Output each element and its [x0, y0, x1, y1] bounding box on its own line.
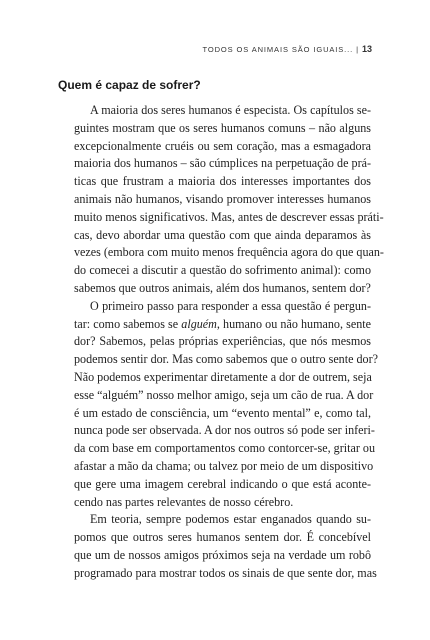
text-line: nunca pode ser observada. A dor nos outros só pode ser inferi- [74, 423, 375, 438]
text-fragment: , humano ou não humano, sente [216, 316, 371, 331]
text-line: que um de nossos amigos próximos seja na verdade um robô [74, 547, 371, 562]
paragraph-3 [58, 511, 377, 582]
text-fragment: tar: como sabemos se [74, 316, 182, 331]
text-line: que gere uma imagem cerebral indicando o que está aconte- [74, 476, 371, 491]
text-line: sabemos que outros animais, além dos humanos, sentem dor? [74, 280, 371, 295]
text-line: programado para mostrar todos os sinais de que sente dor, mas [74, 565, 377, 580]
text-line: da com base em comportamentos como contorcer-se, gritar ou [74, 441, 375, 456]
section-heading: Quem é capaz de sofrer? [58, 78, 201, 92]
emphasis-word: alguém [181, 316, 217, 331]
text-line: cendo nas partes relevantes de nosso cérebro. [74, 494, 294, 509]
page-number: 13 [361, 44, 372, 54]
text-line: Não podemos experimentar diretamente a dor de outrem, seja [74, 369, 372, 384]
text-line: cas, devo abordar uma questão com que ainda deparamos às [74, 227, 371, 242]
text-line: afastar a mão da chama; ou talvez por meio de um dispositivo [74, 458, 374, 473]
text-line: esse “alguém” nosso melhor amigo, seja um cão de rua. A dor [74, 387, 374, 402]
text-line: A maioria dos seres humanos é especista. Os capítulos se- [90, 103, 371, 117]
running-header [202, 44, 372, 54]
body-text [58, 102, 384, 583]
running-title: TODOS OS ANIMAIS SÃO IGUAIS... [202, 45, 354, 54]
text-line: excepcionalmente cruéis ou sem coração, mas a esmagadora [74, 138, 371, 153]
text-line: Em teoria, sempre podemos estar enganados quando su- [90, 512, 371, 527]
text-line: do comecei a discutir a questão do sofrimento animal): como [74, 263, 371, 278]
text-line: guintes mostram que os seres humanos comuns – não alguns [74, 120, 371, 135]
text-line-with-emphasis [58, 316, 371, 334]
text-line: muito menos significativos. Mas, antes de descrever essas práti- [74, 209, 384, 224]
text-line: animais não humanos, visando promover interesses humanos [74, 191, 371, 206]
text-line: pomos que outros seres humanos sentem dor. É concebível [74, 530, 371, 545]
text-line: ticas que frustram a maioria dos interesses importantes dos [74, 174, 371, 189]
text-line: dor? Sabemos, pelas próprias experiências, que nós mesmos [74, 334, 371, 349]
paragraph-1 [58, 102, 384, 298]
text-line: vezes (embora com muito menos frequência agora do que quan- [74, 245, 384, 260]
text-line: é um estado de consciência, um “evento mental” e, como tal, [74, 405, 371, 420]
text-line: O primeiro passo para responder a essa questão é pergun- [90, 298, 371, 313]
text-line: podemos sentir dor. Mas como sabemos que o outro sente dor? [74, 352, 378, 367]
paragraph-2 [58, 298, 378, 512]
text-line: maioria dos humanos – são cúmplices na perpetuação de prá- [74, 156, 371, 171]
header-separator: | [356, 45, 359, 54]
